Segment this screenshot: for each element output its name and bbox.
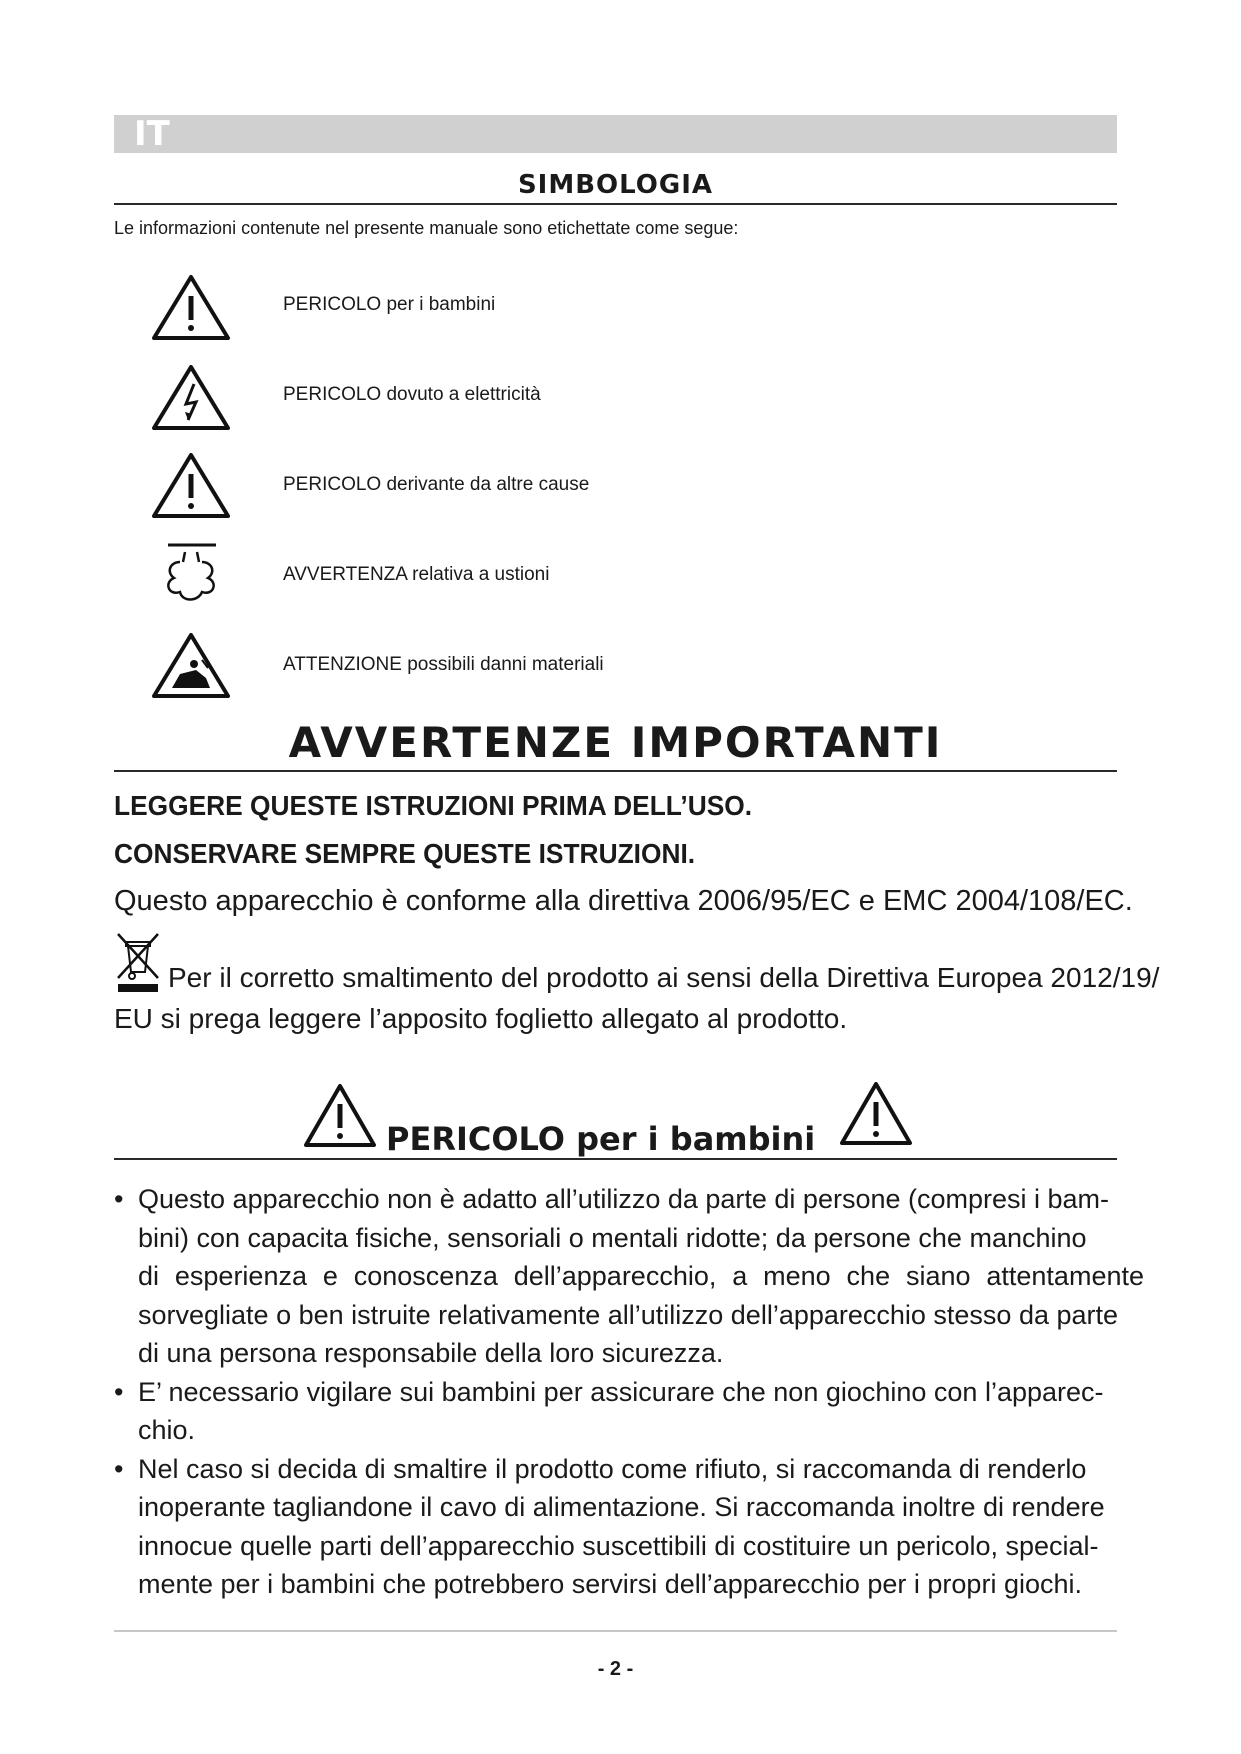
simbologia-intro: Le informazioni contenute nel presente manuale sono etichettate come segue: <box>114 218 739 238</box>
symbol-label: ATTENZIONE possibili danni materiali <box>283 654 604 675</box>
warning-triangle-icon <box>302 1082 378 1150</box>
warning-triangle-icon <box>150 272 232 344</box>
avvertenze-divider <box>114 770 1117 772</box>
material-damage-icon <box>150 630 232 702</box>
bullet-line: Nel caso si decida di smaltire il prodotto come rifiuto, si raccomanda di renderlo <box>138 1453 1087 1484</box>
symbol-label: PERICOLO derivante da altre cause <box>283 474 590 495</box>
simbologia-divider <box>114 203 1117 205</box>
bullet-line: chio. <box>138 1415 196 1445</box>
warning-triangle-icon <box>150 450 232 522</box>
bullet-line: di esperienza e conoscenza dell’apparecchio, a meno che siano attentamente <box>138 1261 1144 1291</box>
bambini-title: PERICOLO per i bambini <box>386 1120 816 1158</box>
language-bar <box>114 115 1117 153</box>
bullet-line: Questo apparecchio non è adatto all’utilizzo da parte di persone (compresi i bam- <box>138 1184 1110 1214</box>
symbol-label: AVVERTENZA relativa a ustioni <box>283 564 550 585</box>
language-code: IT <box>134 114 170 154</box>
disposal-text-line2: EU si prega leggere l’apposito foglietto allegato al prodotto. <box>114 1003 848 1034</box>
bullet-line: mente per i bambini che potrebbero servirsi dell’apparecchio per i propri giochi. <box>138 1569 1082 1599</box>
footer-divider <box>114 1630 1117 1632</box>
symbol-label: PERICOLO per i bambini <box>283 294 496 315</box>
avvertenze-title: AVVERTENZE IMPORTANTI <box>288 718 943 767</box>
bullet-dot: • <box>114 1453 124 1484</box>
lead-keep-instructions: CONSERVARE SEMPRE QUESTE ISTRUZIONI. <box>114 838 696 869</box>
lead-read-instructions: LEGGERE QUESTE ISTRUZIONI PRIMA DELL’USO. <box>114 790 753 821</box>
burn-hazard-icon <box>150 540 232 612</box>
bullet-dot: • <box>114 1376 124 1407</box>
bullet-item <box>114 1180 1144 1373</box>
simbologia-title: SIMBOLOGIA <box>517 170 714 200</box>
bullet-line: E’ necessario vigilare sui bambini per assicurare che non giochino con l’apparec- <box>138 1376 1104 1407</box>
bullet-line: bini) con capacita fisiche, sensoriali o mentali ridotte; da persone che manchino <box>138 1222 1087 1253</box>
bullet-line: di una persona responsabile della loro sicurezza. <box>138 1338 724 1368</box>
bullet-line: inoperante tagliandone il cavo di alimentazione. Si raccomanda inoltre di rendere <box>138 1492 1105 1522</box>
conformity-text: Questo apparecchio è conforme alla direttiva 2006/95/EC e EMC 2004/108/EC. <box>114 885 1133 917</box>
bullet-item <box>114 1450 1144 1604</box>
page-number: - 2 - <box>597 1658 634 1680</box>
electric-hazard-icon <box>150 362 232 434</box>
bambini-bullet-list <box>114 1180 1144 1604</box>
bullet-line: innocue quelle parti dell’apparecchio suscettibili di costituire un pericolo, special- <box>138 1530 1099 1561</box>
weee-bin-icon <box>114 932 164 994</box>
bullet-line: sorvegliate o ben istruite relativamente all’utilizzo dell’apparecchio stesso da parte <box>138 1299 1119 1330</box>
disposal-text-line1: Per il corretto smaltimento del prodotto ai sensi della Direttiva Europea 2012/19/ <box>168 962 1160 993</box>
bambini-divider <box>114 1158 1117 1160</box>
warning-triangle-icon <box>838 1080 914 1148</box>
bullet-item <box>114 1373 1144 1450</box>
symbol-label: PERICOLO dovuto a elettricità <box>283 384 541 405</box>
bullet-dot: • <box>114 1184 124 1214</box>
